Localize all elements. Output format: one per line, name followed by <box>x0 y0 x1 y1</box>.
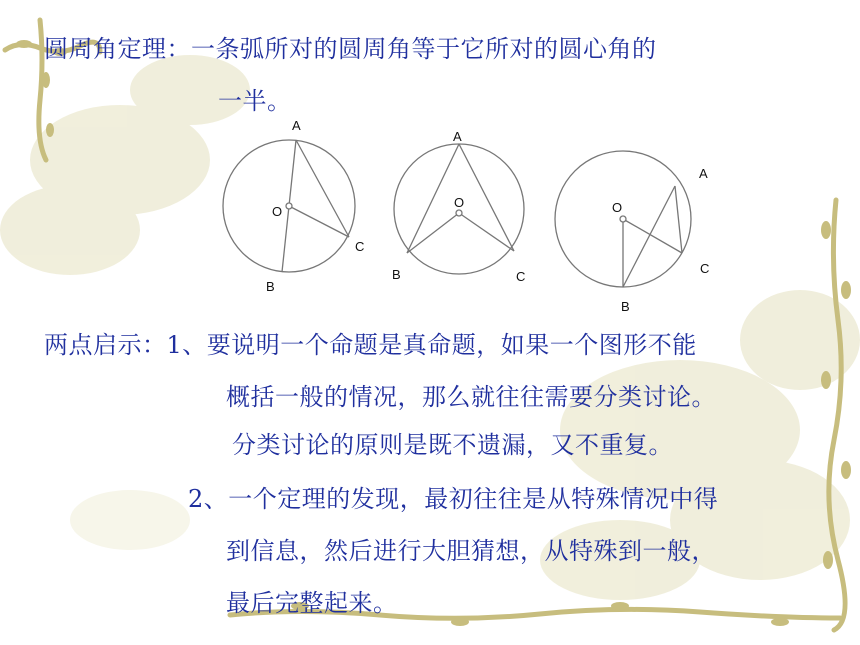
hint-line-2: 概括一般的情况，那么就往往需要分类讨论。 <box>226 383 716 411</box>
figure-3-label-b: B <box>621 299 630 314</box>
hint-line-5: 到信息，然后进行大胆猜想，从特殊到一般， <box>226 537 716 565</box>
figure-1-label-c: C <box>355 239 365 254</box>
figure-3-chord-ab <box>623 186 675 287</box>
theorem-line-2: 一半。 <box>218 87 292 115</box>
figure-3-radius-oc <box>623 219 682 253</box>
figure-1-label-a: A <box>292 118 301 133</box>
figure-1-chord-ac <box>296 140 349 237</box>
hint-line-1: 两点启示：1、要说明一个命题是真命题，如果一个图形不能 <box>44 331 697 359</box>
figure-2-center-point <box>456 210 462 216</box>
figure-2-label-a: A <box>453 129 462 144</box>
figure-2-radius-oc <box>459 213 514 251</box>
figure-2-radius-ob <box>407 213 459 253</box>
hint-line-6: 最后完整起来。 <box>226 589 398 617</box>
figure-3-center-outside <box>555 151 691 287</box>
figure-2-chord-ab <box>407 144 459 253</box>
figure-2-label-o: O <box>454 195 465 210</box>
figure-1-center-point <box>286 203 292 209</box>
figure-3-center-point <box>620 216 626 222</box>
figure-3-label-a: A <box>699 166 708 181</box>
figure-1-label-b: B <box>266 279 275 294</box>
figure-3-label-c: C <box>700 261 710 276</box>
figure-1-label-o: O <box>272 204 283 219</box>
theorem-line-1: 圆周角定理：一条弧所对的圆周角等于它所对的圆心角的 <box>44 35 657 63</box>
figure-3-chord-ac <box>675 186 682 253</box>
figure-2-label-c: C <box>516 269 526 284</box>
hint-line-3: 分类讨论的原则是既不遗漏，又不重复。 <box>232 431 673 459</box>
figure-3-label-o: O <box>612 200 623 215</box>
figure-2-label-b: B <box>392 267 401 282</box>
figure-2-chord-ac <box>459 144 514 251</box>
hint-line-4: 2、一个定理的发现，最初往往是从特殊情况中得 <box>188 485 719 513</box>
figure-1-center-on-side <box>223 140 355 272</box>
